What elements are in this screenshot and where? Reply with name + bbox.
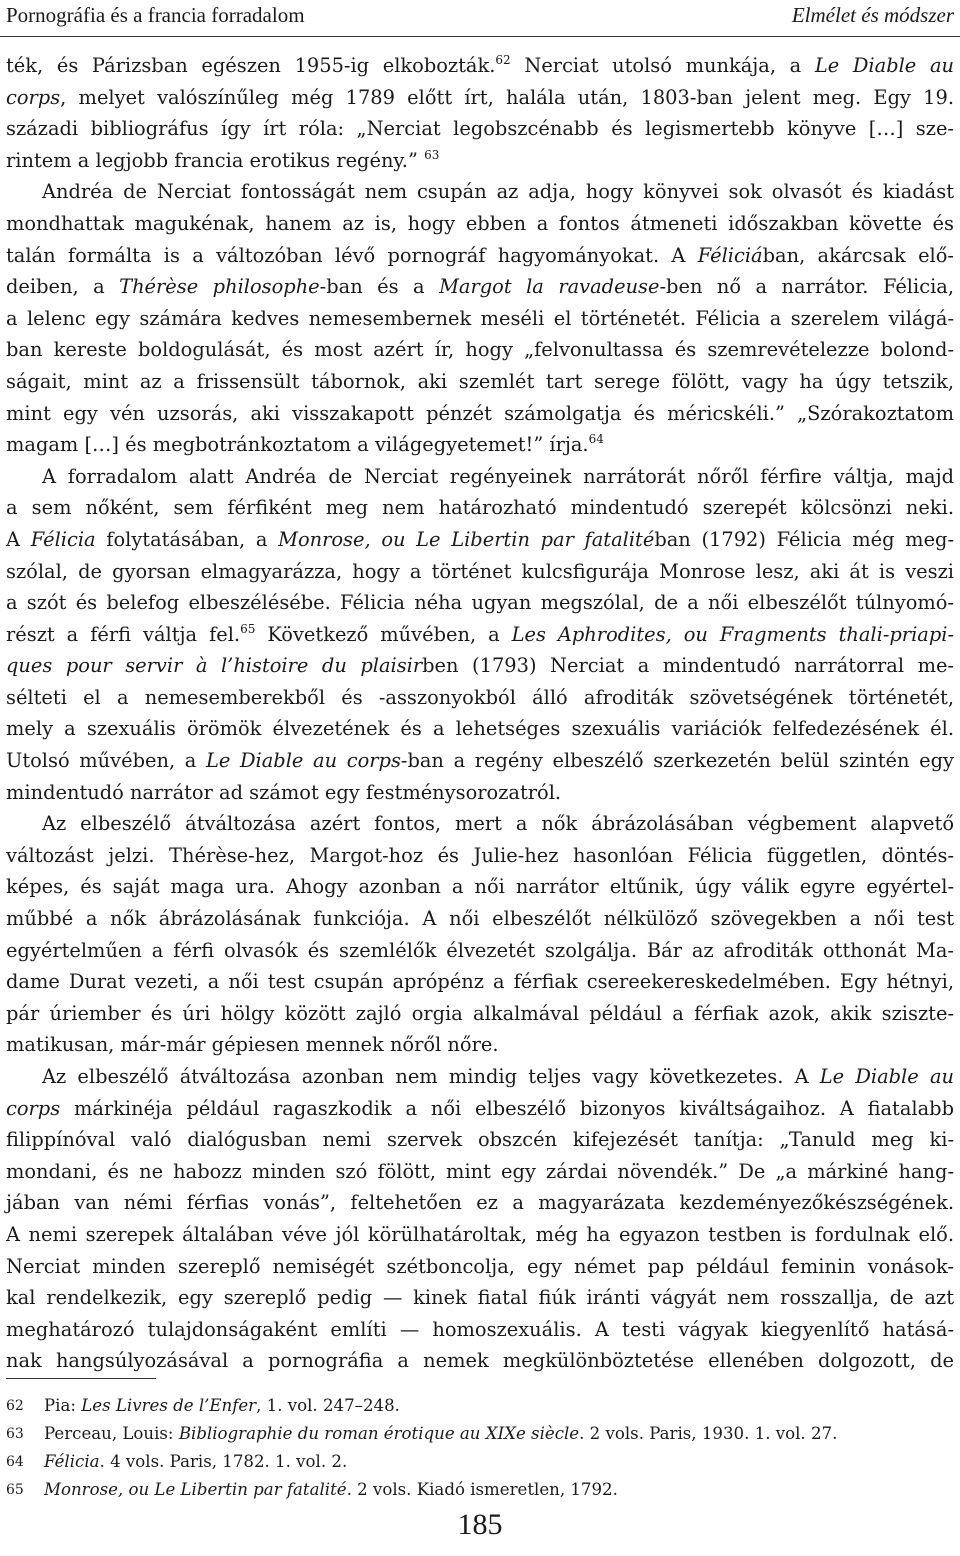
- text-run: márkinéja például ragaszkodik a női elbeszélő bizonyos kiváltságaihoz. A fiatalabb: [60, 1096, 954, 1120]
- text-line: [6, 271, 954, 303]
- text-line: [6, 682, 954, 714]
- text-line: [6, 1345, 954, 1377]
- text-line: [6, 935, 954, 967]
- text-line: [6, 840, 954, 872]
- text-line: [6, 303, 954, 335]
- text-run: . 2 vols. Paris, 1930. 1. vol. 27.: [579, 1424, 838, 1443]
- text-run: mondani, és ne habozz minden szó fölött, mint egy zárdai növendék.” De „a márkiné hang-: [6, 1159, 954, 1183]
- text-run: Nerciat minden szereplő nemiségét szétboncolja, egy német pap például feminin vonások-: [6, 1254, 954, 1278]
- text-line: [6, 808, 954, 840]
- text-line: [6, 334, 954, 366]
- text-run: filippínóval való dialógusban nemi szervek obszcén kifejezését tanítja: „Tanuld meg ki-: [6, 1128, 954, 1152]
- text-line: [6, 82, 954, 114]
- italic-text: Les Livres de l’Enfer: [81, 1396, 257, 1415]
- italic-text: Monrose, ou Le Libertin par fatalité: [44, 1480, 347, 1499]
- text-line: [6, 461, 954, 493]
- text-run: . 2 vols. Kiadó ismeretlen, 1792.: [346, 1480, 618, 1499]
- text-line: [6, 50, 954, 82]
- text-run: . 4 vols. Paris, 1782. 1. vol. 2.: [99, 1452, 348, 1471]
- footnote: [6, 1392, 954, 1420]
- text-run: Az elbeszélő átváltozása azért fontos, mert a nők ábrázolásában végbement alapvető: [42, 812, 954, 836]
- text-run: ben (1793) Nerciat a mindentudó narrátorral me-: [422, 654, 954, 678]
- text-line: [6, 903, 954, 935]
- text-run: Perceau, Louis:: [44, 1424, 179, 1443]
- text-run: a lelenc egy számára kedves nemesembernek meséli el történetét. Félicia a szerelem világá-: [6, 306, 954, 330]
- text-run: A nemi szerepek általában véve jól körülhatároltak, még ha egyazon testben is fordulnak elő.: [6, 1222, 954, 1246]
- text-line: [6, 556, 954, 588]
- footnotes: [6, 1392, 954, 1504]
- italic-text: corps: [6, 85, 61, 109]
- footnote: [6, 1448, 954, 1476]
- italic-text: Féliciá: [697, 243, 763, 267]
- footnote-ref: 63: [424, 147, 440, 162]
- italic-text: Le Diable au: [819, 1065, 954, 1088]
- text-line: [6, 429, 954, 461]
- text-run: -ban a regény elbeszélő szerkezetén belül szintén egy: [400, 749, 954, 773]
- footnote-number: 65: [6, 1482, 24, 1498]
- text-run: a sem nőként, sem férfiként meg nem határozható mindentudó szerepét kölcsönzi neki.: [6, 496, 954, 520]
- text-line: [6, 398, 954, 430]
- text-run: mint egy vén uzsorás, aki visszakapott pénzét számolgatja és méricskéli.” „Szórakoztatom: [6, 401, 954, 425]
- text-run: jában van némi férfias vonás”, feltehetően ez a magyarázata kezdeményezőkészségének.: [6, 1191, 954, 1215]
- text-line: [6, 1029, 954, 1061]
- text-run: -ben nő a narrátor. Félicia,: [659, 275, 954, 299]
- text-run: Pia:: [44, 1396, 82, 1415]
- text-line: [6, 208, 954, 240]
- text-run: egyértelműen a férfi olvasók és szemlélők élvezetét szolgálja. Bár az afroditák otthonát Ma-: [6, 938, 954, 962]
- text-line: [6, 713, 954, 745]
- italic-text: Margot la ravadeuse: [439, 275, 660, 299]
- text-line: [6, 1187, 954, 1219]
- italic-text: Félicia: [30, 527, 96, 551]
- text-line: [6, 366, 954, 398]
- body-text: [6, 50, 954, 1377]
- text-run: deiben, a: [6, 275, 120, 299]
- text-line: [6, 1093, 954, 1125]
- text-run: dame Durat vezeti, a női test csupán aprópénz a férfiak csereekereskedelmében. Egy hétnyi,: [6, 970, 954, 994]
- text-run: A forradalom alatt Andréa de Nerciat regényeinek narrátorát nőről férfire váltja, majd: [42, 464, 954, 488]
- text-run: mondhattak magukénak, hanem az is, hogy ebben a fontos átmeneti időszakban követte és: [6, 211, 954, 235]
- header-rule: [0, 36, 960, 37]
- text-line: [6, 1124, 954, 1156]
- footnote-rule: [6, 1378, 156, 1379]
- text-line: [6, 113, 954, 145]
- text-run: változást jelzi. Thérèse-hez, Margot-hoz és Julie-hez hasonlóan Félicia független, döntés-: [6, 843, 954, 867]
- italic-text: Thérèse philosophe: [119, 275, 320, 299]
- text-line: [6, 1219, 954, 1251]
- text-run: nak hangsúlyozásával a pornográfia a nemek megkülönböztetése ellenében dolgozott, de: [6, 1349, 954, 1373]
- text-run: folytatásában, a: [95, 527, 279, 551]
- text-line: [6, 1314, 954, 1346]
- italic-text: ques pour servir à l’histoire du plaisir: [6, 654, 423, 678]
- text-line: [6, 1282, 954, 1314]
- footnote-ref: 62: [495, 53, 511, 67]
- footnote-ref: 65: [240, 621, 256, 636]
- text-line: [6, 176, 954, 208]
- text-run: mely a szexuális örömök élvezetének és a lehetséges szexuális variációk felfedezésének él.: [6, 717, 954, 741]
- text-run: magam […] és megbotránkoztatom a világegyetemet!” írja.: [6, 433, 589, 457]
- text-run: századi bibliográfus így írt róla: „Nerciat legobszcénabb és legismertebb könyve […] sze-: [6, 117, 954, 141]
- text-line: [6, 650, 954, 682]
- footnote: [6, 1420, 954, 1448]
- text-run: , melyet valószínűleg még 1789 előtt írt, halála után, 1803-ban jelent meg. Egy 19.: [60, 85, 954, 109]
- text-line: [6, 145, 954, 177]
- text-run: a szót és belefog elbeszélésébe. Félicia néha ugyan megszólal, de a női elbeszélőt túlnyomó-: [6, 591, 954, 615]
- text-line: [6, 587, 954, 619]
- text-run: Az elbeszélő átváltozása azonban nem mindig teljes vagy következetes. A: [42, 1065, 820, 1088]
- footnote-number: 63: [6, 1426, 24, 1442]
- text-run: mindentudó narrátor ad számot egy festménysorozatról.: [6, 780, 562, 804]
- text-line: [6, 240, 954, 272]
- text-line: [6, 492, 954, 524]
- text-run: Andréa de Nerciat fontosságát nem csupán az adja, hogy könyvei sok olvasót és kiadást: [42, 180, 954, 204]
- footnote-number: 62: [6, 1398, 24, 1414]
- text-line: [6, 745, 954, 777]
- text-run: ték, és Párizsban egészen 1955-ig elkobozták.: [6, 54, 496, 77]
- text-run: ságait, mint az a frissensült tábornok, aki szemlét tart serege fölött, vagy ha úgy tetszik,: [6, 369, 954, 393]
- text-run: kal rendelkezik, egy szereplő pedig — kinek fiatal fiúk iránti vágyát nem rosszallja, de azt: [6, 1286, 954, 1310]
- footnote: [6, 1476, 954, 1504]
- footnote-ref: 64: [588, 432, 604, 447]
- italic-text: Les Aphrodites, ou Fragments thali-priapi-: [511, 622, 954, 646]
- text-run: ban kereste boldogulását, és most azért ír, hogy „felvonultassa és szemrevételezze bolond-: [6, 338, 954, 362]
- text-line: [6, 998, 954, 1030]
- italic-text: Le Diable au: [814, 54, 954, 77]
- text-run: A: [6, 527, 31, 551]
- text-run: rintem a legjobb francia erotikus regény.”: [6, 148, 425, 172]
- text-run: Nerciat utolsó munkája, a: [510, 54, 815, 77]
- italic-text: Le Diable au corps: [205, 749, 401, 773]
- italic-text: Félicia: [44, 1452, 100, 1471]
- text-run: meghatározó tulajdonságaként említi — homoszexuális. A testi vágyak kiegyenlítő hatásá-: [6, 1317, 954, 1341]
- text-line: [6, 966, 954, 998]
- text-run: talán formálta is a változóban lévő pornográf hagyományokat. A: [6, 243, 698, 267]
- text-run: műbbé a nők ábrázolásának funkciója. A női elbeszélőt nélkülöző szövegekben a női test: [6, 907, 954, 931]
- text-run: képes, és saját maga ura. Ahogy azonban a női narrátor eltűnik, úgy válik egyre egyértel-: [6, 875, 954, 899]
- text-run: sélteti el a nemesemberekből és -asszonyokból álló afroditák szövetségének történetét,: [6, 685, 954, 709]
- text-line: [6, 1251, 954, 1283]
- text-line: [6, 871, 954, 903]
- text-line: [6, 1156, 954, 1188]
- text-line: [6, 777, 954, 809]
- text-run: részt a férfi váltja fel.: [6, 622, 241, 646]
- text-run: , 1. vol. 247–248.: [256, 1396, 400, 1415]
- text-line: [6, 1061, 954, 1093]
- text-run: pár úriember és úri hölgy között zajló orgia alkalmával például a férfiak azok, akik sziszte-: [6, 1001, 954, 1025]
- text-run: -ban és a: [319, 275, 440, 299]
- italic-text: Monrose, ou Le Libertin par fatalité: [278, 527, 655, 551]
- text-line: [6, 524, 954, 556]
- header-section: Elmélet és módszer: [791, 3, 954, 27]
- text-line: [6, 619, 954, 651]
- page-number: 185: [457, 1508, 503, 1541]
- text-run: Következő művében, a: [255, 622, 512, 646]
- text-run: ban, akárcsak elő-: [762, 243, 954, 267]
- header-title: Pornográfia és a francia forradalom: [6, 3, 305, 27]
- italic-text: Bibliographie du roman érotique au XIXe siècle: [178, 1424, 580, 1443]
- text-run: Utolsó művében, a: [6, 749, 206, 773]
- text-run: matikusan, már-már gépiesen mennek nőről nőre.: [6, 1033, 499, 1057]
- text-run: ban (1792) Félicia még meg-: [654, 527, 955, 551]
- running-header: [0, 0, 960, 34]
- italic-text: corps: [6, 1096, 61, 1120]
- text-run: szólal, de gyorsan elmagyarázza, hogy a történet kulcsfigurája Monrose lesz, aki át is veszi: [6, 559, 954, 583]
- footnote-number: 64: [6, 1454, 24, 1470]
